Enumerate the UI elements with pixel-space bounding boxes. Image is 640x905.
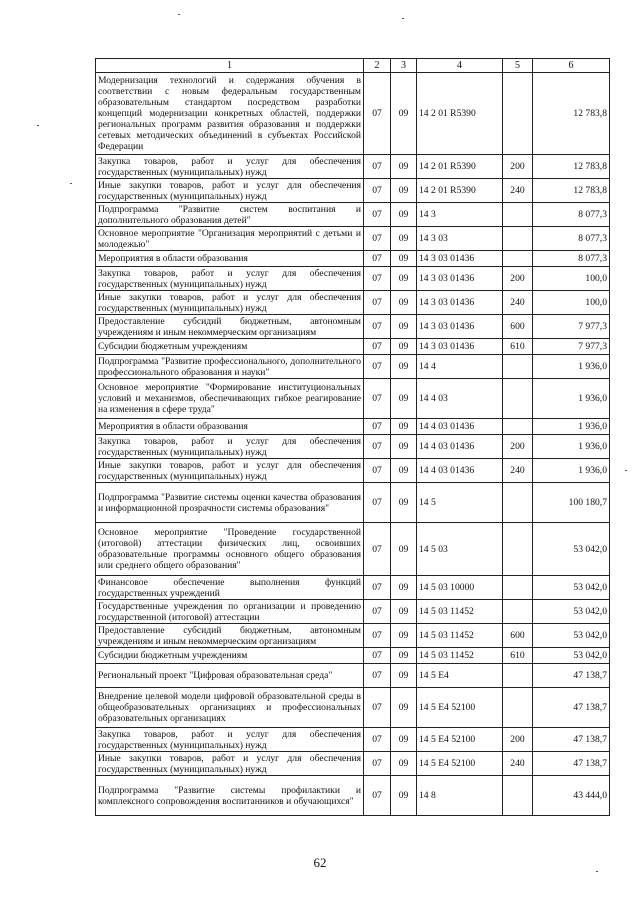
row-section: 07 bbox=[364, 624, 391, 648]
scan-speck bbox=[402, 18, 404, 19]
row-expense-type: 200 bbox=[503, 267, 533, 291]
row-name: Основное мероприятие "Организация мероприятий с детьми и молодежью" bbox=[96, 227, 364, 251]
row-expense-type bbox=[503, 483, 533, 523]
row-section: 07 bbox=[364, 688, 391, 728]
scan-speck bbox=[37, 125, 39, 126]
row-name: Модернизация технологий и содержания обучения в соответствии с новым федеральным государственным образовательным стандартом посредством разработки концепций модернизации конкретных областей, поддержки региональных программ развития образования и поддержки сетевых методических объединений в субъектах Российской Федерации bbox=[96, 73, 364, 155]
column-header-amount: 6 bbox=[533, 59, 610, 73]
table-row bbox=[96, 339, 610, 355]
row-amount: 7 977,3 bbox=[533, 339, 610, 355]
row-expense-type bbox=[503, 379, 533, 419]
row-section: 07 bbox=[364, 459, 391, 483]
row-name: Подпрограмма "Развитие профессионального, дополнительного профессионального образования и науки" bbox=[96, 355, 364, 379]
row-amount: 1 936,0 bbox=[533, 379, 610, 419]
row-section: 07 bbox=[364, 648, 391, 664]
row-subsection: 09 bbox=[391, 267, 417, 291]
row-section: 07 bbox=[364, 155, 391, 179]
row-expense-type bbox=[503, 776, 533, 816]
table-row bbox=[96, 379, 610, 419]
scan-speck bbox=[178, 14, 180, 15]
row-section: 07 bbox=[364, 291, 391, 315]
row-section: 07 bbox=[364, 179, 391, 203]
row-target-article: 14 3 03 01436 bbox=[417, 291, 503, 315]
table-row bbox=[96, 523, 610, 576]
row-section: 07 bbox=[364, 267, 391, 291]
row-name: Иные закупки товаров, работ и услуг для обеспечения государственных (муниципальных) нужд bbox=[96, 291, 364, 315]
row-expense-type: 240 bbox=[503, 291, 533, 315]
row-expense-type bbox=[503, 355, 533, 379]
row-subsection: 09 bbox=[391, 355, 417, 379]
row-name: Подпрограмма "Развитие системы оценки качества образования и информационной прозрачности системы образования" bbox=[96, 483, 364, 523]
table-row bbox=[96, 600, 610, 624]
row-name: Предоставление субсидий бюджетным, автономным учреждениям и иным некоммерческим организациям bbox=[96, 315, 364, 339]
row-expense-type: 200 bbox=[503, 435, 533, 459]
row-amount: 1 936,0 bbox=[533, 355, 610, 379]
row-name: Субсидии бюджетным учреждениям bbox=[96, 339, 364, 355]
row-amount: 47 138,7 bbox=[533, 688, 610, 728]
row-target-article: 14 5 E4 52100 bbox=[417, 752, 503, 776]
row-subsection: 09 bbox=[391, 624, 417, 648]
table-row bbox=[96, 459, 610, 483]
row-subsection: 09 bbox=[391, 179, 417, 203]
table-body bbox=[96, 73, 610, 816]
row-target-article: 14 2 01 R5390 bbox=[417, 179, 503, 203]
row-target-article: 14 2 01 R5390 bbox=[417, 73, 503, 155]
row-target-article: 14 3 03 bbox=[417, 227, 503, 251]
row-name: Предоставление субсидий бюджетным, автономным учреждениям и иным некоммерческим организациям bbox=[96, 624, 364, 648]
row-amount: 53 042,0 bbox=[533, 624, 610, 648]
table-row bbox=[96, 227, 610, 251]
table-header-row bbox=[96, 59, 610, 73]
row-target-article: 14 5 bbox=[417, 483, 503, 523]
row-target-article: 14 5 03 10000 bbox=[417, 576, 503, 600]
row-subsection: 09 bbox=[391, 728, 417, 752]
row-amount: 1 936,0 bbox=[533, 435, 610, 459]
row-name: Мероприятия в области образования bbox=[96, 251, 364, 267]
row-subsection: 09 bbox=[391, 227, 417, 251]
row-amount: 12 783,8 bbox=[533, 155, 610, 179]
row-section: 07 bbox=[364, 355, 391, 379]
row-section: 07 bbox=[364, 752, 391, 776]
row-name: Субсидии бюджетным учреждениям bbox=[96, 648, 364, 664]
column-header-target-article: 4 bbox=[417, 59, 503, 73]
row-expense-type: 610 bbox=[503, 339, 533, 355]
row-section: 07 bbox=[364, 251, 391, 267]
row-subsection: 09 bbox=[391, 315, 417, 339]
table-row bbox=[96, 435, 610, 459]
row-target-article: 14 8 bbox=[417, 776, 503, 816]
table-row bbox=[96, 576, 610, 600]
row-expense-type bbox=[503, 523, 533, 576]
row-expense-type: 240 bbox=[503, 179, 533, 203]
row-target-article: 14 4 bbox=[417, 355, 503, 379]
row-name: Иные закупки товаров, работ и услуг для обеспечения государственных (муниципальных) нужд bbox=[96, 459, 364, 483]
row-expense-type: 200 bbox=[503, 728, 533, 752]
row-target-article: 14 5 03 11452 bbox=[417, 624, 503, 648]
row-amount: 7 977,3 bbox=[533, 315, 610, 339]
row-target-article: 14 5 03 11452 bbox=[417, 648, 503, 664]
table-row bbox=[96, 483, 610, 523]
row-target-article: 14 5 E4 52100 bbox=[417, 688, 503, 728]
row-subsection: 09 bbox=[391, 600, 417, 624]
row-section: 07 bbox=[364, 203, 391, 227]
column-header-subsection: 3 bbox=[391, 59, 417, 73]
row-amount: 12 783,8 bbox=[533, 73, 610, 155]
row-target-article: 14 4 03 bbox=[417, 379, 503, 419]
row-target-article: 14 4 03 01436 bbox=[417, 419, 503, 435]
row-target-article: 14 3 03 01436 bbox=[417, 267, 503, 291]
row-section: 07 bbox=[364, 728, 391, 752]
row-target-article: 14 4 03 01436 bbox=[417, 435, 503, 459]
row-section: 07 bbox=[364, 776, 391, 816]
row-section: 07 bbox=[364, 664, 391, 688]
table-row bbox=[96, 179, 610, 203]
row-amount: 47 138,7 bbox=[533, 728, 610, 752]
scan-speck bbox=[70, 183, 72, 184]
row-expense-type bbox=[503, 73, 533, 155]
table-row bbox=[96, 267, 610, 291]
row-section: 07 bbox=[364, 435, 391, 459]
row-amount: 12 783,8 bbox=[533, 179, 610, 203]
row-amount: 47 138,7 bbox=[533, 752, 610, 776]
row-section: 07 bbox=[364, 576, 391, 600]
row-target-article: 14 2 01 R5390 bbox=[417, 155, 503, 179]
row-target-article: 14 5 E4 52100 bbox=[417, 728, 503, 752]
row-subsection: 09 bbox=[391, 435, 417, 459]
row-expense-type bbox=[503, 203, 533, 227]
row-amount: 47 138,7 bbox=[533, 664, 610, 688]
row-expense-type: 610 bbox=[503, 648, 533, 664]
row-section: 07 bbox=[364, 419, 391, 435]
row-expense-type bbox=[503, 419, 533, 435]
table-row bbox=[96, 776, 610, 816]
row-expense-type bbox=[503, 688, 533, 728]
row-amount: 53 042,0 bbox=[533, 576, 610, 600]
table-row bbox=[96, 291, 610, 315]
row-section: 07 bbox=[364, 523, 391, 576]
row-name: Мероприятия в области образования bbox=[96, 419, 364, 435]
table-row bbox=[96, 419, 610, 435]
row-target-article: 14 3 03 01436 bbox=[417, 339, 503, 355]
row-amount: 100,0 bbox=[533, 291, 610, 315]
row-section: 07 bbox=[364, 227, 391, 251]
row-subsection: 09 bbox=[391, 752, 417, 776]
row-amount: 8 077,3 bbox=[533, 251, 610, 267]
row-amount: 8 077,3 bbox=[533, 203, 610, 227]
row-name: Закупка товаров, работ и услуг для обеспечения государственных (муниципальных) нужд bbox=[96, 435, 364, 459]
row-subsection: 09 bbox=[391, 483, 417, 523]
row-subsection: 09 bbox=[391, 648, 417, 664]
row-subsection: 09 bbox=[391, 339, 417, 355]
row-subsection: 09 bbox=[391, 688, 417, 728]
row-section: 07 bbox=[364, 483, 391, 523]
row-name: Закупка товаров, работ и услуг для обеспечения государственных (муниципальных) нужд bbox=[96, 728, 364, 752]
row-expense-type: 240 bbox=[503, 459, 533, 483]
column-header-section: 2 bbox=[364, 59, 391, 73]
row-target-article: 14 3 03 01436 bbox=[417, 315, 503, 339]
row-subsection: 09 bbox=[391, 523, 417, 576]
row-name: Закупка товаров, работ и услуг для обеспечения государственных (муниципальных) нужд bbox=[96, 155, 364, 179]
row-subsection: 09 bbox=[391, 291, 417, 315]
row-target-article: 14 5 03 11452 bbox=[417, 600, 503, 624]
row-amount: 53 042,0 bbox=[533, 523, 610, 576]
budget-table bbox=[95, 58, 610, 816]
row-name: Основное мероприятие "Формирование институциональных условий и механизмов, обеспечивающих гибкое реагирование на изменения в сфере труда" bbox=[96, 379, 364, 419]
table-row bbox=[96, 688, 610, 728]
table-row bbox=[96, 648, 610, 664]
row-expense-type: 600 bbox=[503, 624, 533, 648]
row-name: Подпрограмма "Развитие системы профилактики и комплексного сопровождения воспитанников и обучающихся" bbox=[96, 776, 364, 816]
row-section: 07 bbox=[364, 379, 391, 419]
table-row bbox=[96, 315, 610, 339]
row-subsection: 09 bbox=[391, 576, 417, 600]
row-amount: 8 077,3 bbox=[533, 227, 610, 251]
row-target-article: 14 5 03 bbox=[417, 523, 503, 576]
row-subsection: 09 bbox=[391, 776, 417, 816]
row-section: 07 bbox=[364, 339, 391, 355]
row-target-article: 14 3 bbox=[417, 203, 503, 227]
table-row bbox=[96, 664, 610, 688]
row-subsection: 09 bbox=[391, 155, 417, 179]
row-subsection: 09 bbox=[391, 203, 417, 227]
row-expense-type bbox=[503, 576, 533, 600]
row-name: Региональный проект "Цифровая образовательная среда" bbox=[96, 664, 364, 688]
row-name: Государственные учреждения по организации и проведению государственной (итоговой) аттестации bbox=[96, 600, 364, 624]
row-section: 07 bbox=[364, 600, 391, 624]
row-expense-type bbox=[503, 251, 533, 267]
table-row bbox=[96, 73, 610, 155]
row-name: Внедрение целевой модели цифровой образовательной среды в общеобразовательных организациях и профессиональных образовательных организациях bbox=[96, 688, 364, 728]
row-expense-type: 200 bbox=[503, 155, 533, 179]
row-target-article: 14 5 E4 bbox=[417, 664, 503, 688]
table-row bbox=[96, 251, 610, 267]
row-name: Иные закупки товаров, работ и услуг для обеспечения государственных (муниципальных) нужд bbox=[96, 179, 364, 203]
column-header-expense-type: 5 bbox=[503, 59, 533, 73]
row-name: Подпрограмма "Развитие систем воспитания и дополнительного образования детей" bbox=[96, 203, 364, 227]
row-name: Закупка товаров, работ и услуг для обеспечения государственных (муниципальных) нужд bbox=[96, 267, 364, 291]
row-amount: 53 042,0 bbox=[533, 648, 610, 664]
row-amount: 43 444,0 bbox=[533, 776, 610, 816]
row-subsection: 09 bbox=[391, 419, 417, 435]
scan-speck bbox=[625, 470, 627, 471]
table-row bbox=[96, 203, 610, 227]
row-expense-type: 600 bbox=[503, 315, 533, 339]
row-amount: 100 180,7 bbox=[533, 483, 610, 523]
row-name: Финансовое обеспечение выполнения функций государственных учреждений bbox=[96, 576, 364, 600]
row-expense-type bbox=[503, 600, 533, 624]
row-target-article: 14 4 03 01436 bbox=[417, 459, 503, 483]
table-row bbox=[96, 355, 610, 379]
row-subsection: 09 bbox=[391, 379, 417, 419]
page-number: 62 bbox=[313, 855, 327, 870]
row-amount: 1 936,0 bbox=[533, 459, 610, 483]
row-amount: 1 936,0 bbox=[533, 419, 610, 435]
row-subsection: 09 bbox=[391, 251, 417, 267]
row-expense-type: 240 bbox=[503, 752, 533, 776]
table-row bbox=[96, 624, 610, 648]
row-section: 07 bbox=[364, 73, 391, 155]
row-target-article: 14 3 03 01436 bbox=[417, 251, 503, 267]
table-row bbox=[96, 155, 610, 179]
row-name: Основное мероприятие "Проведение государственной (итоговой) аттестации физических лиц, освоивших образовательные программы основного общего образования или среднего общего образования" bbox=[96, 523, 364, 576]
row-section: 07 bbox=[364, 315, 391, 339]
row-amount: 53 042,0 bbox=[533, 600, 610, 624]
row-subsection: 09 bbox=[391, 73, 417, 155]
row-expense-type bbox=[503, 664, 533, 688]
row-name: Иные закупки товаров, работ и услуг для обеспечения государственных (муниципальных) нужд bbox=[96, 752, 364, 776]
scan-speck bbox=[596, 871, 598, 872]
table-row bbox=[96, 728, 610, 752]
table-row bbox=[96, 752, 610, 776]
column-header-name: 1 bbox=[96, 59, 364, 73]
row-amount: 100,0 bbox=[533, 267, 610, 291]
row-subsection: 09 bbox=[391, 459, 417, 483]
row-expense-type bbox=[503, 227, 533, 251]
row-subsection: 09 bbox=[391, 664, 417, 688]
